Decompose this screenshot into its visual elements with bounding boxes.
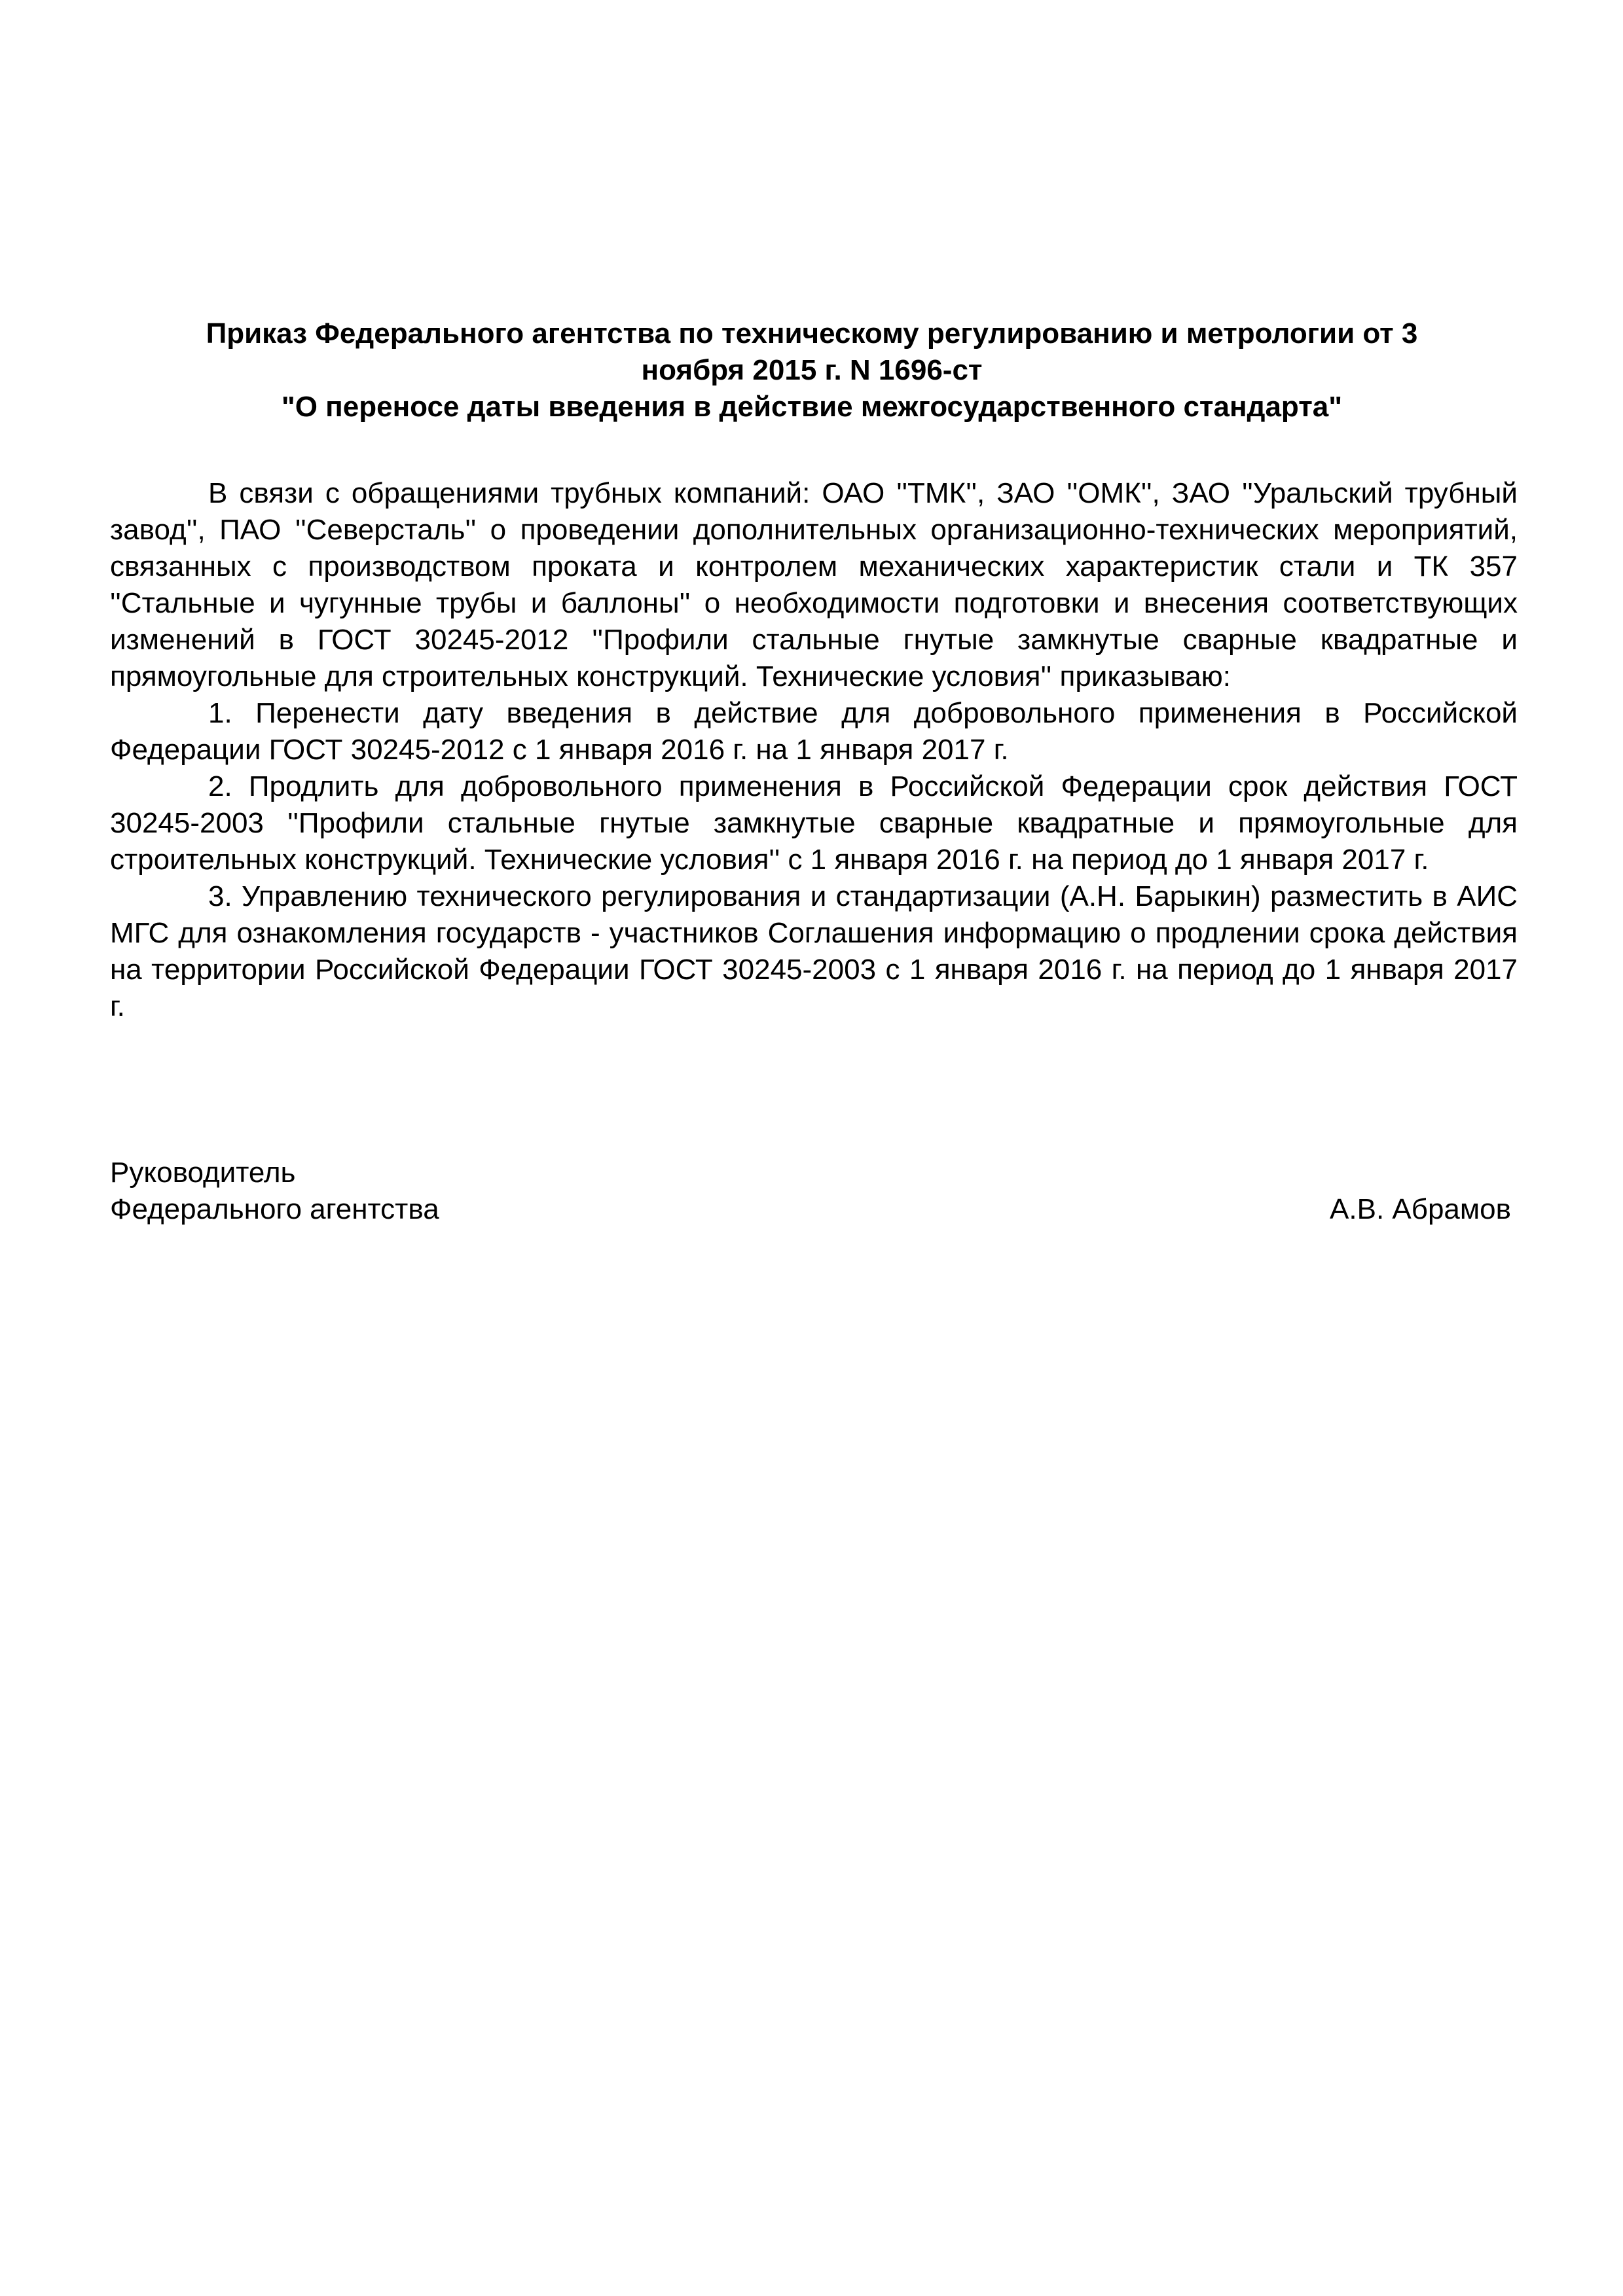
signature-row (110, 1191, 1511, 1228)
signer-name: А.В. Абрамов (1330, 1193, 1511, 1225)
order-item-2: 2. Продлить для добровольного применения в Российской Федерации срок действия ГОСТ 30245-2003 ''Профили стальные гнутые замкнутые сварные квадратные и прямоугольные для строительных конструкций. Технические условия'' с 1 января 2016 г. на период до 1 января 2017 г. (110, 770, 1518, 876)
signer-position-line-2: Федерального агентства (110, 1193, 439, 1225)
preamble-paragraph: В связи с обращениями трубных компаний: ОАО ''ТМК'', ЗАО ''ОМК'', ЗАО ''Уральский трубный завод'', ПАО ''Северсталь'' о проведении дополнительных организационно-технических мероприятий, связанных с производством проката и контролем механических характеристик стали и ТК 357 ''Стальные и чугунные трубы и баллоны'' о необходимости подготовки и внесения соответствующих изменений в ГОСТ 30245-2012 ''Профили стальные гнутые замкнутые сварные квадратные и прямоугольные для строительных конструкций. Технические условия'' приказываю: (110, 477, 1518, 692)
signer-position-line-1: Руководитель (110, 1157, 296, 1189)
title-line-1: Приказ Федерального агентства по техническому регулированию и метрологии от 3 (206, 317, 1418, 350)
order-item-3: 3. Управлению технического регулирования и стандартизации (А.Н. Барыкин) разместить в АИС МГС для ознакомления государств - участников Соглашения информацию о продлении срока действия на территории Российской Федерации ГОСТ 30245-2003 с 1 января 2016 г. на период до 1 января 2017 г. (110, 880, 1518, 1022)
title-line-3: "О переносе даты введения в действие межгосударственного стандарта" (281, 391, 1343, 423)
document-body (110, 475, 1518, 1025)
title-line-2: ноября 2015 г. N 1696-ст (641, 354, 983, 386)
order-item-1: 1. Перенести дату введения в действие для добровольного применения в Российской Федерации ГОСТ 30245-2012 с 1 января 2016 г. на 1 января 2017 г. (110, 697, 1518, 766)
document-title (98, 315, 1525, 425)
signature-block (110, 1155, 1511, 1228)
